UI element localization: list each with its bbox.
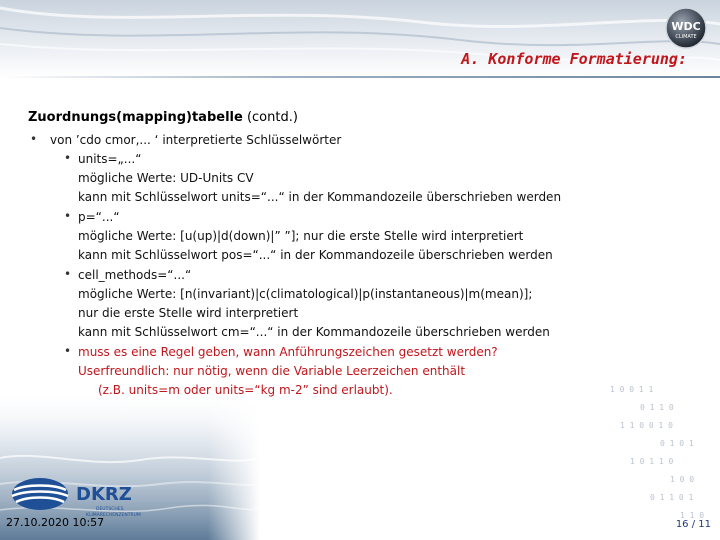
body-line-3: mögliche Werte: UD-Units CV xyxy=(78,171,254,185)
svg-text:0 1 1 0: 0 1 1 0 xyxy=(640,403,674,412)
body-line-9: mögliche Werte: [n(invariant)|c(climatological)|p(instantaneous)|m(mean)]; xyxy=(78,287,533,301)
section-heading xyxy=(28,110,298,125)
svg-text:1 0 0: 1 0 0 xyxy=(670,475,695,484)
dkrz-sub2: KLIMARECHENZENTRUM xyxy=(86,513,141,518)
dkrz-logo xyxy=(6,474,156,518)
bullet-p: • xyxy=(64,209,72,223)
logo-text: WDC xyxy=(671,20,701,33)
logo-subtext: CLIMATE xyxy=(675,34,697,40)
section-heading-rest: (contd.) xyxy=(242,110,298,125)
body-line-12: muss es eine Regel geben, wann Anführungszeichen gesetzt werden? xyxy=(78,345,498,359)
body-line-8: cell_methods=“...“ xyxy=(78,268,192,282)
svg-text:1 1 0: 1 1 0 xyxy=(680,511,705,520)
body-line-6: mögliche Werte: [u(up)|d(down)|” ”]; nur die erste Stelle wird interpretiert xyxy=(78,229,524,243)
body-line-2: units=„...“ xyxy=(78,152,142,166)
body-line-13: Userfreundlich: nur nötig, wenn die Variable Leerzeichen enthält xyxy=(78,364,466,378)
body-line-10: nur die erste Stelle wird interpretiert xyxy=(78,306,299,320)
svg-text:1 1 0 0 1 0: 1 1 0 0 1 0 xyxy=(620,421,673,430)
dkrz-sub1: DEUTSCHES xyxy=(96,507,124,512)
body-line-1: von ’cdo cmor,... ‘ interpretierte Schlüsselwörter xyxy=(50,133,342,147)
section-heading-bold: Zuordnungs(mapping)tabelle xyxy=(28,110,243,125)
bullet-units: • xyxy=(64,151,72,165)
dkrz-globe-icon xyxy=(12,478,68,510)
dkrz-name: DKRZ xyxy=(76,484,132,505)
body-line-4: kann mit Schlüsselwort units=“...“ in der Kommandozeile überschrieben werden xyxy=(78,190,562,204)
body-line-14: (z.B. units=m oder units=“kg m-2” sind erlaubt). xyxy=(98,383,393,397)
body-line-5: p=“...“ xyxy=(78,210,120,224)
body-line-7: kann mit Schlüsselwort pos=“...“ in der Kommandozeile überschrieben werden xyxy=(78,248,553,262)
svg-text:0 1 1 0 1: 0 1 1 0 1 xyxy=(650,493,694,502)
bullet-cell-methods: • xyxy=(64,267,72,281)
page-number: 16 / 11 xyxy=(675,519,711,530)
bullet-level1: • xyxy=(30,132,38,146)
svg-text:1 0 0 1 1: 1 0 0 1 1 xyxy=(610,385,654,394)
svg-text:1 0 1 1 0: 1 0 1 1 0 xyxy=(630,457,674,466)
slide-title: A. Konforme Formatierung: xyxy=(461,50,687,68)
svg-text:0 1 0 1: 0 1 0 1 xyxy=(660,439,694,448)
bullet-quotes-rule: • xyxy=(64,344,72,358)
body-line-11: kann mit Schlüsselwort cm=“...“ in der Kommandozeile überschrieben werden xyxy=(78,325,550,339)
footer-date: 27.10.2020 10:57 xyxy=(6,516,105,529)
